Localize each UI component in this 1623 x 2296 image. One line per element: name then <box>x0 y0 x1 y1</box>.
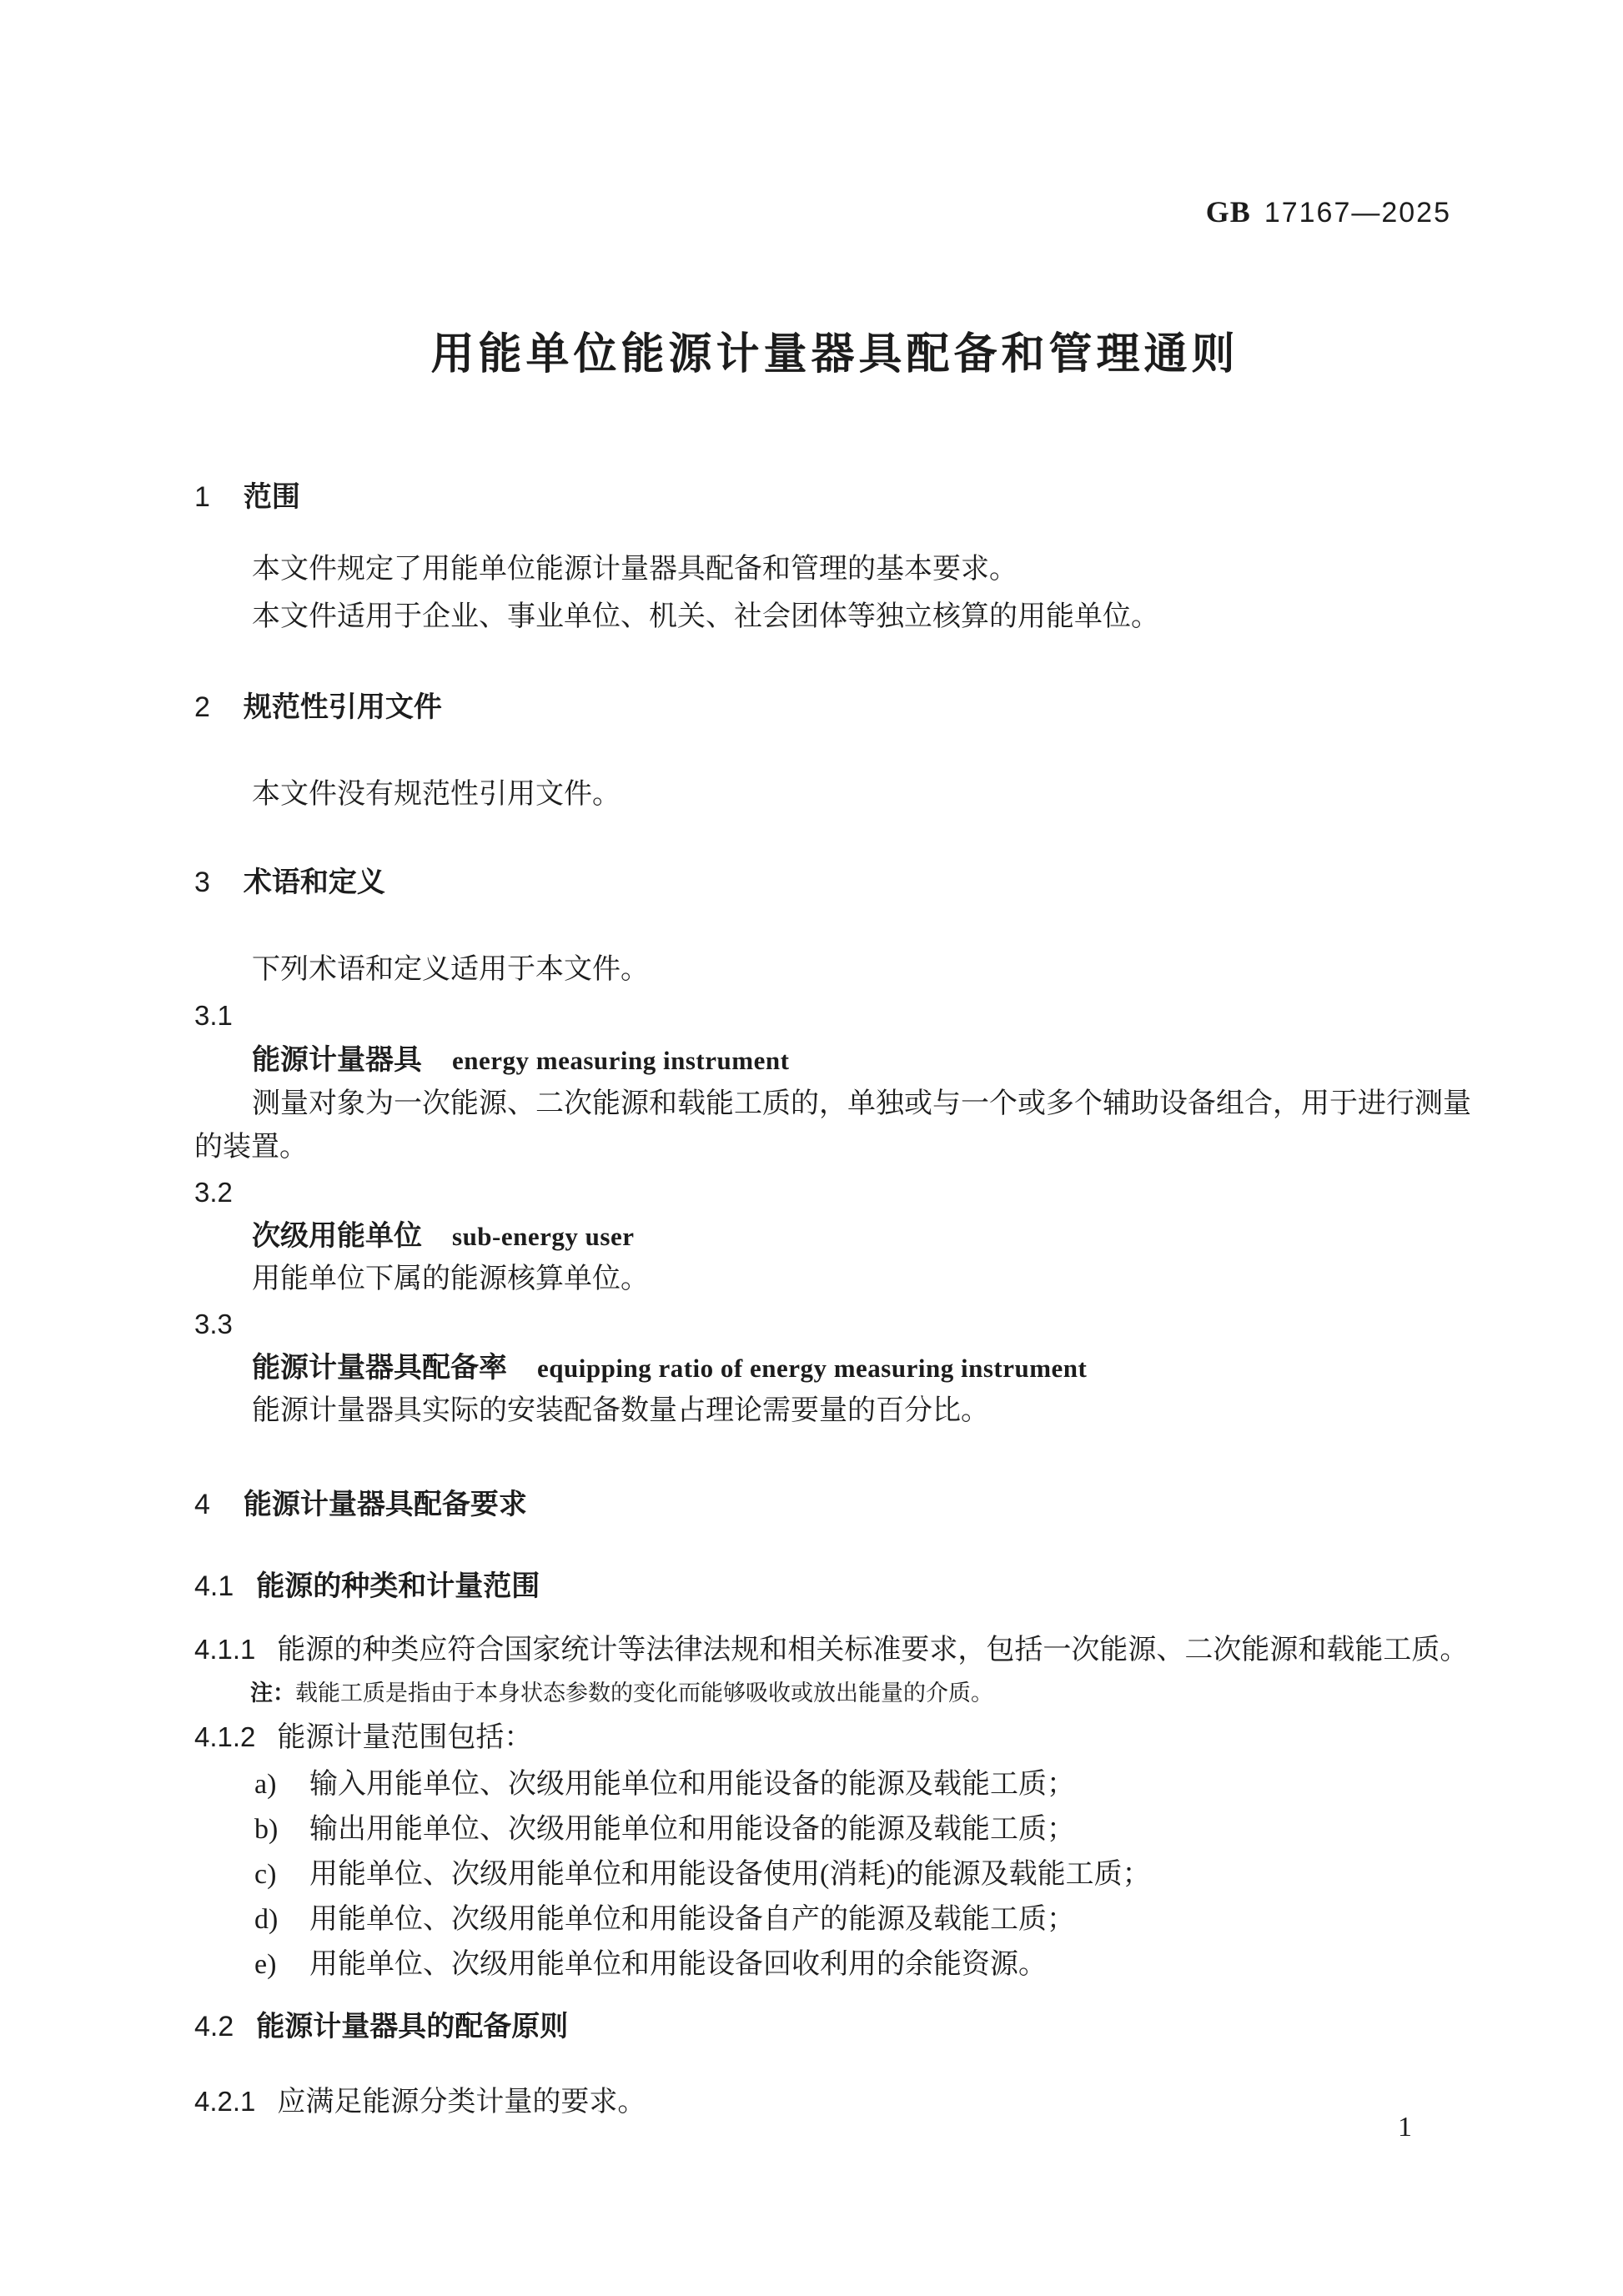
term-1-definition-line-2: 的装置。 <box>194 1132 308 1163</box>
list-item <box>254 1813 1075 1847</box>
clause-4-2-1 <box>194 2085 646 2120</box>
list-item-text: 用能单位、次级用能单位和用能设备使用(消耗)的能源及载能工质； <box>309 1859 1151 1890</box>
clause-text: 能源计量范围包括： <box>277 1722 533 1753</box>
section-title: 能源计量器具配备要求 <box>243 1489 527 1520</box>
clause-text: 能源的种类应符合国家统计等法律法规和相关标准要求，包括一次能源、二次能源和载能工质。 <box>277 1635 1469 1665</box>
section-4-1-heading <box>194 1570 540 1604</box>
term-2-english: sub-energy user <box>452 1222 635 1251</box>
list-item <box>254 1903 1075 1937</box>
section-number: 4.2 <box>194 2011 234 2042</box>
section-number: 4.1 <box>194 1570 234 1602</box>
list-item-label: b) <box>254 1814 279 1845</box>
clause-4-1-2 <box>194 1721 532 1756</box>
section-title: 能源的种类和计量范围 <box>256 1570 540 1602</box>
section-1-paragraph-1: 本文件规定了用能单位能源计量器具配备和管理的基本要求。 <box>252 554 1018 585</box>
clause-number: 4.1.1 <box>194 1634 256 1665</box>
term-2-chinese: 次级用能单位 <box>252 1220 422 1252</box>
clause-number: 4.1.2 <box>194 1721 256 1752</box>
term-3-definition: 能源计量器具实际的安装配备数量占理论需要量的百分比。 <box>252 1395 989 1426</box>
clause-4-1-1 <box>194 1633 1468 1668</box>
page-number: 1 <box>1398 2112 1412 2143</box>
standard-code-prefix: GB <box>1205 195 1251 229</box>
list-item-text: 用能单位、次级用能单位和用能设备自产的能源及载能工质； <box>309 1904 1075 1935</box>
term-1 <box>252 1043 789 1078</box>
section-2-heading <box>194 691 442 725</box>
list-item <box>254 1948 1047 1982</box>
section-1-heading <box>194 480 300 515</box>
term-3-chinese: 能源计量器具配备率 <box>252 1352 507 1384</box>
section-2-paragraph-1: 本文件没有规范性引用文件。 <box>252 779 621 810</box>
section-3-intro: 下列术语和定义适用于本文件。 <box>252 954 649 985</box>
section-title: 规范性引用文件 <box>243 691 442 723</box>
standard-code-number: 17167—2025 <box>1264 197 1451 229</box>
section-number: 2 <box>194 691 210 723</box>
section-number: 3 <box>194 867 210 898</box>
note-text: 载能工质是指由于本身状态参数的变化而能够吸收或放出能量的介质。 <box>295 1681 993 1706</box>
section-number: 1 <box>194 481 210 513</box>
section-title: 术语和定义 <box>243 867 385 898</box>
clause-text: 应满足能源分类计量的要求。 <box>277 2087 646 2118</box>
term-1-english: energy measuring instrument <box>452 1046 790 1075</box>
section-1-paragraph-2: 本文件适用于企业、事业单位、机关、社会团体等独立核算的用能单位。 <box>252 601 1159 632</box>
term-3-english: equipping ratio of energy measuring instrument <box>537 1354 1088 1383</box>
section-title: 能源计量器具的配备原则 <box>256 2011 569 2042</box>
term-2 <box>252 1219 634 1254</box>
section-title: 范围 <box>243 481 300 513</box>
section-3-heading <box>194 866 385 900</box>
term-1-definition-line-1: 测量对象为一次能源、二次能源和载能工质的，单独或与一个或多个辅助设备组合，用于进行测量 <box>252 1088 1471 1119</box>
term-1-number: 3.1 <box>194 1000 233 1031</box>
note-label: 注： <box>250 1681 295 1706</box>
term-2-definition: 用能单位下属的能源核算单位。 <box>252 1264 649 1294</box>
clause-4-1-1-note <box>250 1680 993 1706</box>
section-number: 4 <box>194 1489 210 1520</box>
list-item <box>254 1768 1075 1802</box>
list-item-text: 输出用能单位、次级用能单位和用能设备的能源及载能工质； <box>309 1814 1075 1845</box>
list-item-label: c) <box>254 1859 277 1890</box>
term-3 <box>252 1351 1087 1385</box>
section-4-heading <box>194 1488 527 1522</box>
list-item-text: 用能单位、次级用能单位和用能设备回收利用的余能资源。 <box>309 1949 1047 1980</box>
clause-number: 4.2.1 <box>194 2086 256 2117</box>
list-item-label: e) <box>254 1949 277 1980</box>
section-4-2-heading <box>194 2010 568 2044</box>
list-item-label: a) <box>254 1769 277 1800</box>
standard-code <box>1206 194 1451 230</box>
term-2-number: 3.2 <box>194 1177 233 1208</box>
list-item-text: 输入用能单位、次级用能单位和用能设备的能源及载能工质； <box>309 1769 1075 1800</box>
document-title: 用能单位能源计量器具配备和管理通则 <box>430 330 1239 379</box>
list-item-label: d) <box>254 1904 279 1935</box>
term-3-number: 3.3 <box>194 1309 233 1339</box>
list-item <box>254 1858 1151 1892</box>
term-1-chinese: 能源计量器具 <box>252 1044 422 1076</box>
